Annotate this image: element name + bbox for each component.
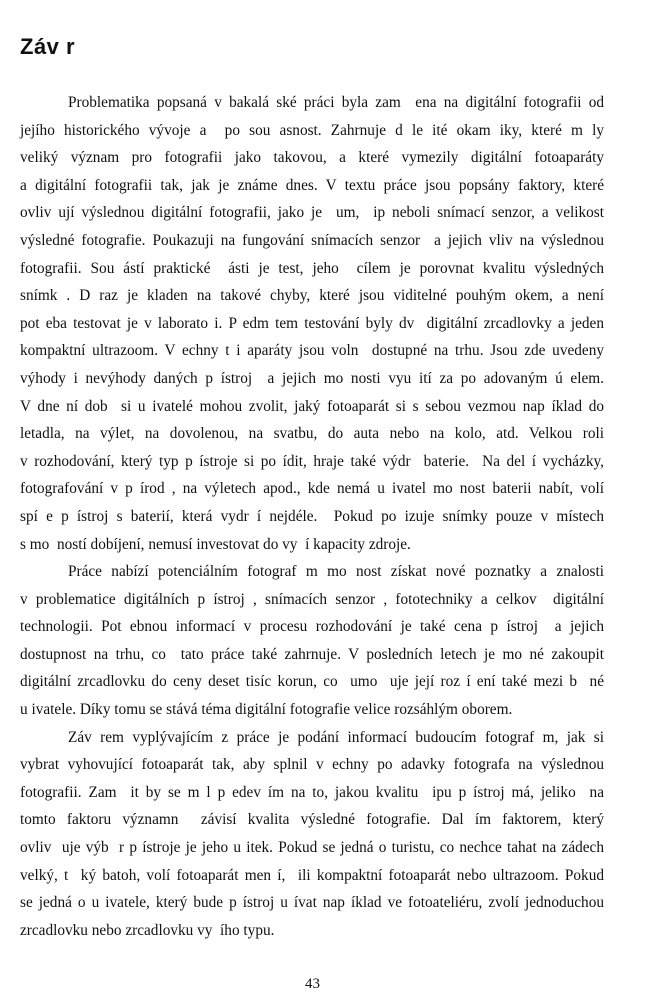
- text-line: s mo ností dobíjení, nemusí investovat do vy í kapacity zdroje.: [20, 535, 411, 553]
- text-line: Problematika popsaná v bakalá ské práci byla zam ena na digitální fotografii od: [68, 94, 604, 111]
- text-line: fotografování v p írod , na výletech apod., kde nemá u ivatel mo nost baterii nabít, volí: [20, 480, 604, 498]
- paragraph: [20, 89, 604, 558]
- text-line: dostupnost na trhu, co tato práce také zahrnuje. V posledních letech je mo né zakoupit: [20, 645, 604, 663]
- text-line: výsledné fotografie. Poukazuji na fungování snímacích senzor a jejich vliv na výslednou: [20, 231, 604, 249]
- text-line: se jedná o u ivatele, který bude p ístroj u ívat nap íklad ve fotoateliéru, zvolí jednoduchou: [20, 894, 604, 912]
- text-line: vybrat vyhovující fotoaparát tak, aby splnil v echny po adavky fotografa na výslednou: [20, 756, 604, 774]
- text-line: výhody i nevýhody daných p ístroj a jejich mo nosti vyu ití za po adovaným ú elem.: [20, 369, 604, 387]
- text-line: jejího historického vývoje a po sou asnost. Zahrnuje d le ité okam iky, které m ly: [20, 121, 604, 139]
- text-line: spí e p ístroj s baterií, která vydr í nejdéle. Pokud po izuje snímky pouze v místech: [20, 507, 604, 525]
- text-line: pot eba testovat je v laborato i. P edm tem testování byly dv digitální zrcadlovky a jeden: [20, 314, 604, 332]
- text-line: Záv rem vyplývajícím z práce je podání informací budoucím fotograf m, jak si: [68, 728, 604, 746]
- text-line: tomto faktoru významn závisí kvalita výsledné fotografie. Dal ím faktorem, který: [20, 811, 604, 829]
- text-line: snímk . D raz je kladen na takové chyby, které jsou viditelné pouhým okem, a není: [20, 287, 604, 305]
- text-line: ovliv uje výb r p ístroje je jeho u itek. Pokud se jedná o turistu, co nechce tahat na zádech: [20, 839, 604, 857]
- text-line: fotografii. Sou ástí praktické ásti je test, jeho cílem je porovnat kvalitu výsledných: [20, 259, 604, 277]
- text-line: velký, t ký batoh, volí fotoaparát men í, ili kompaktní fotoaparát nebo ultrazoom. Pokud: [20, 866, 604, 884]
- text-line: zrcadlovku nebo zrcadlovku vy ího typu.: [20, 921, 275, 939]
- paragraph: [20, 724, 604, 945]
- section-heading: Záv r: [20, 34, 76, 59]
- paragraph: [20, 558, 604, 724]
- text-line: technologii. Pot ebnou informací v procesu rozhodování je také cena p ístroj a jejich: [20, 618, 604, 636]
- text-line: digitální zrcadlovku do ceny deset tisíc korun, co umo uje její roz í ení také mezi b né: [20, 673, 604, 691]
- text-line: ovliv ují výslednou digitální fotografii, jako je um, ip neboli snímací senzor, a velikost: [20, 204, 604, 222]
- text-line: u ivatele. Díky tomu se stává téma digitální fotografie velice rozsáhlým oborem.: [20, 701, 513, 719]
- text-line: a digitální fotografii tak, jak je známe dnes. V textu práce jsou popsány faktory, které: [20, 176, 604, 194]
- page-number: 43: [305, 976, 320, 992]
- text-line: fotografii. Zam it by se m l p edev ím na to, jakou kvalitu ipu p ístroj má, jeliko na: [20, 783, 604, 801]
- text-line: veliký význam pro fotografii jako takovou, a které vymezily digitální fotoaparáty: [20, 149, 604, 167]
- body-text: [20, 89, 604, 944]
- text-line: Práce nabízí potenciálním fotograf m mo nost získat nové poznatky a znalosti: [68, 563, 604, 581]
- text-line: v problematice digitálních p ístroj , snímacích senzor , fototechniky a celkov digitální: [20, 590, 604, 608]
- text-line: letadla, na výlet, na dovolenou, na svatbu, do auta nebo na kolo, atd. Velkou roli: [20, 425, 604, 443]
- text-line: V dne ní dob si u ivatelé mohou zvolit, jaký fotoaparát si s sebou vezmou nap íklad do: [20, 397, 604, 415]
- text-line: v rozhodování, který typ p ístroje si po ídit, hraje také výdr baterie. Na del í vycházky,: [20, 452, 604, 470]
- text-line: kompaktní ultrazoom. V echny t i aparáty jsou voln dostupné na trhu. Jsou zde uvedeny: [20, 342, 604, 360]
